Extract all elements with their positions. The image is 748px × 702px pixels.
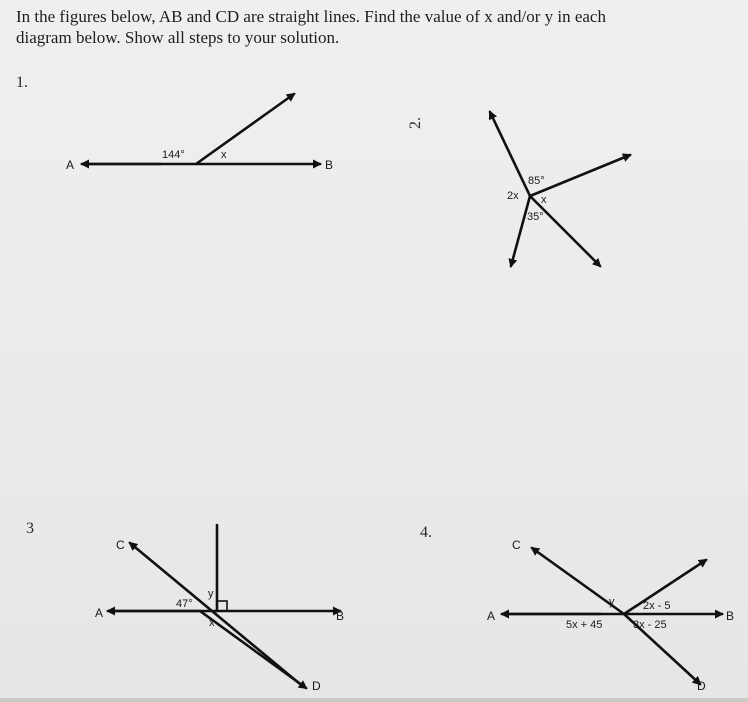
figure-3 <box>95 525 344 693</box>
angle-3x-minus-25: 3x - 25 <box>633 619 667 631</box>
ray-2-down <box>511 196 530 266</box>
ray-2-right <box>530 155 630 196</box>
angle-144: 144° <box>162 149 185 161</box>
instructions-line-1: In the figures below, AB and CD are straight lines. Find the value of x and/or y in each <box>16 7 606 26</box>
label-d-3: D <box>312 679 321 693</box>
label-d-4: D <box>697 679 706 693</box>
label-b-1: B <box>325 158 334 172</box>
label-b-4: B <box>726 609 735 623</box>
page-bottom-edge <box>0 698 748 702</box>
angle-35: 35° <box>527 211 544 223</box>
ray-2-down-right <box>530 196 600 266</box>
label-a-1: A <box>66 158 75 172</box>
figure-2 <box>490 112 630 266</box>
instructions-line-2: diagram below. Show all steps to your solution. <box>16 28 340 47</box>
label-c-3: C <box>116 538 125 552</box>
figure-1 <box>66 94 333 172</box>
angle-47: 47° <box>176 598 193 610</box>
angle-y-4: y <box>609 596 615 608</box>
angle-2x: 2x <box>507 190 519 202</box>
angle-2x-minus-5: 2x - 5 <box>643 600 671 612</box>
label-c-4: C <box>512 538 521 552</box>
label-a-4: A <box>487 609 496 623</box>
label-a-3: A <box>95 606 104 620</box>
right-angle-marker <box>217 601 227 611</box>
figure-4 <box>487 538 734 693</box>
angle-5x-plus-45: 5x + 45 <box>566 619 603 631</box>
angle-x-1: x <box>221 149 227 161</box>
problem-2-number: 2. <box>407 117 424 129</box>
angle-x-2: x <box>541 194 547 206</box>
problem-3-number: 3 <box>26 520 34 537</box>
angle-y-3: y <box>208 588 214 600</box>
angle-85: 85° <box>528 175 545 187</box>
line-cd-3 <box>130 543 300 684</box>
ray-1 <box>196 94 294 164</box>
problem-1-number: 1. <box>16 74 28 91</box>
angle-x-3: x <box>209 617 215 629</box>
problem-4-number: 4. <box>420 524 432 541</box>
line-cd-3-lower-arrow <box>200 611 306 688</box>
ray-2-up <box>490 112 530 196</box>
label-b-3: B <box>336 609 345 623</box>
